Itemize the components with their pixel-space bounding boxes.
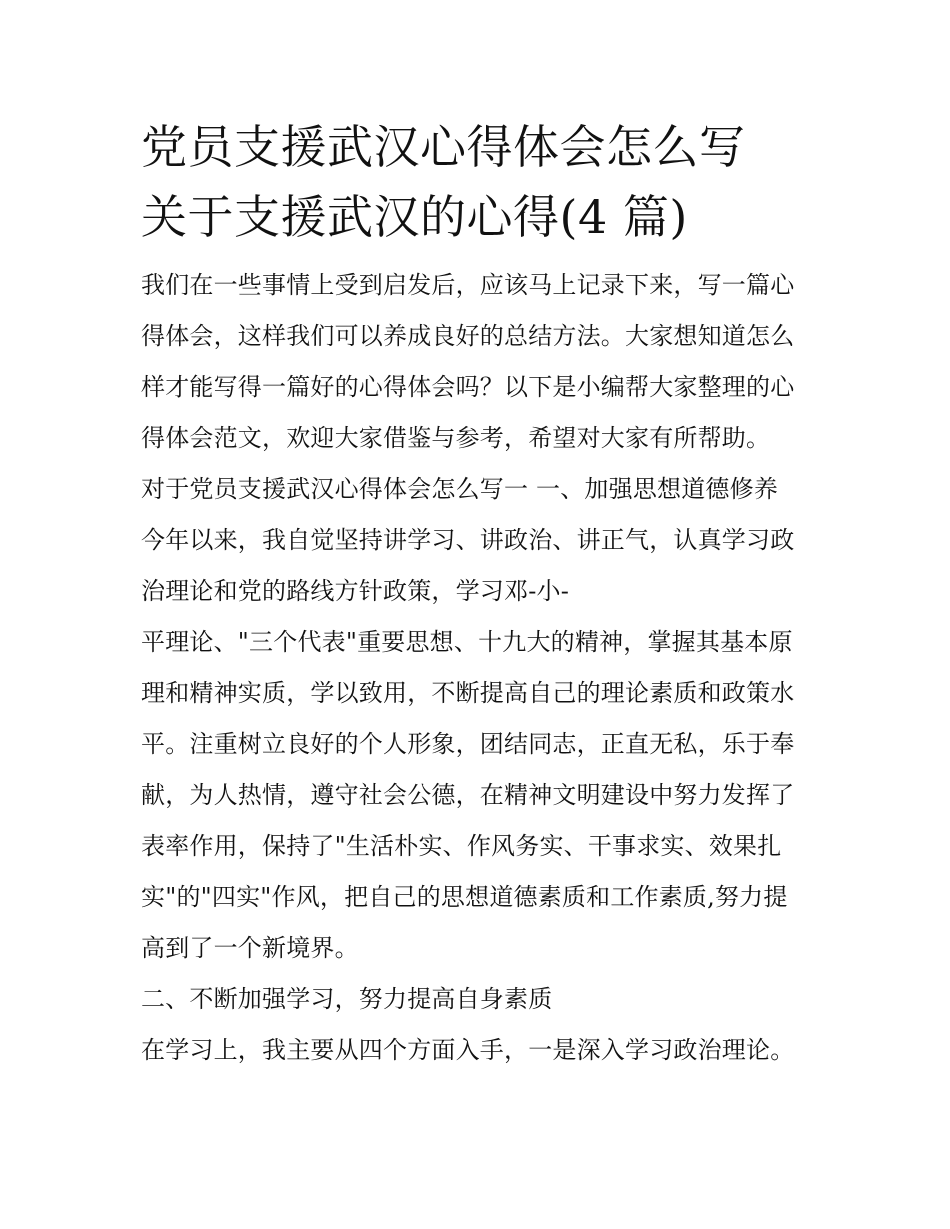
body-line: 我们在一些事情上受到启发后，应该马上记录下来，写一篇心	[141, 271, 795, 299]
body-line: 实"的"四实"作风，把自己的思想道德素质和工作素质,努力提	[141, 883, 788, 911]
body-line: 平。注重树立良好的个人形象，团结同志，正直无私，乐于奉	[141, 730, 795, 758]
body-line: 治理论和党的路线方针政策，学习邓-小-	[141, 577, 570, 605]
document-title	[141, 112, 813, 252]
body-line: 得体会范文，欢迎大家借鉴与参考，希望对大家有所帮助。	[141, 424, 771, 452]
body-line: 表率作用，保持了"生活朴实、作风务实、干事求实、效果扎	[141, 832, 782, 860]
document-body	[141, 260, 813, 1076]
body-line: 高到了一个新境界。	[141, 934, 359, 962]
body-line: 理和精神实质，学以致用，不断提高自己的理论素质和政策水	[141, 679, 795, 707]
body-line: 今年以来，我自觉坚持讲学习、讲政治、讲正气，认真学习政	[141, 526, 795, 554]
document-content	[141, 112, 813, 1076]
body-line: 得体会，这样我们可以养成良好的总结方法。大家想知道怎么	[141, 322, 795, 350]
body-line: 样才能写得一篇好的心得体会吗？以下是小编帮大家整理的心	[141, 373, 795, 401]
body-line: 对于党员支援武汉心得体会怎么写一 一、加强思想道德修养	[141, 475, 779, 503]
section-heading: 二、不断加强学习，努力提高自身素质	[141, 985, 553, 1013]
title-line-2: 关于支援武汉的心得(4 篇)	[141, 190, 688, 244]
body-line: 平理论、"三个代表"重要思想、十九大的精神，掌握其基本原	[141, 628, 793, 656]
body-line: 献，为人热情，遵守社会公德，在精神文明建设中努力发挥了	[141, 781, 795, 809]
title-line-1: 党员支援武汉心得体会怎么写	[141, 120, 746, 174]
body-line: 在学习上，我主要从四个方面入手，一是深入学习政治理论。	[141, 1036, 795, 1064]
